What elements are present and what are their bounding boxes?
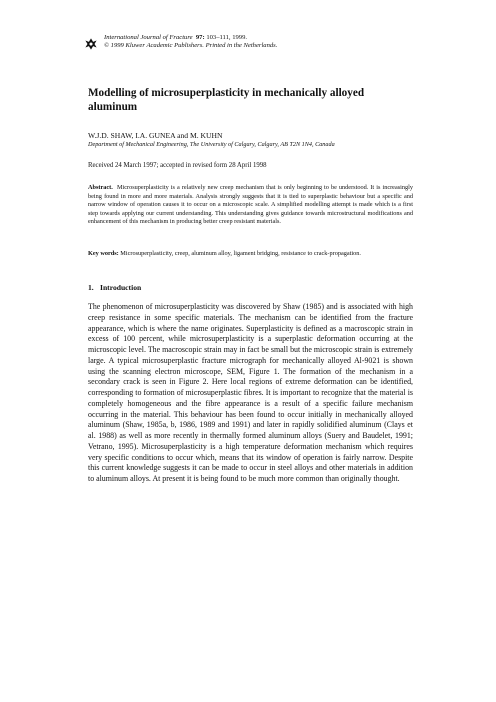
author-list: W.J.D. SHAW, I.A. GUNEA and M. KUHN	[88, 131, 223, 140]
abstract-label: Abstract.	[88, 184, 113, 191]
author-affiliation: Department of Mechanical Engineering, The University of Calgary, Calgary, AB T2N 1N4, Canada	[88, 141, 335, 148]
abstract-text: Microsuperplasticity is a relatively new creep mechanism that is only beginning to be understood. It is increasingly being found in more and more materials. Analysis strongly suggests that it is tied to superplastic behaviour but a specific and narrow window of operation causes it to occur on a microscopic scale. A simplified modelling attempt is made which is a first step towards applying our current understanding. This understanding gives guidance towards microstructural modifications and enhancement of this mechanism in producing better creep resistant materials.	[88, 184, 414, 225]
abstract	[88, 184, 413, 227]
journal-pages-year: 103–111, 1999.	[204, 34, 248, 41]
article-title: Modelling of microsuperplasticity in mechanically alloyed aluminum	[88, 87, 365, 113]
keywords-text: Microsuperplasticity, creep, aluminum alloy, ligament bridging, resistance to crack-propagation.	[120, 250, 361, 257]
section-heading-introduction	[88, 283, 141, 292]
introduction-paragraph: The phenomenon of microsuperplasticity was discovered by Shaw (1985) and is associated with high creep resistance in some specific materials. The mechanism can be identified from the fracture appearance, which is where the name originates. Superplasticity is defined as a macroscopic strain in excess of 100 percent, while microsuperplasticity is a superplastic deformation occurring at the microscopic level. The macroscopic strain may in fact be small but the microscopic strain is extremely large. A typical microsuperplastic fracture micrograph for mechanically alloyed Al-9021 is shown using the scanning electron microscope, SEM, Figure 1. The formation of the mechanism in a secondary crack is seen in Figure 2. Here local regions of extreme deformation can be identified, corresponding to formation of microsuperplastic fibres. It is important to recognize that the material is completely homogeneous and the fibre appearance is a result of a specific failure mechanism occurring in the material. This behaviour has been found to occur initially in mechanically alloyed aluminum (Shaw, 1985a, b, 1986, 1989 and 1991) and later in rapidly solidified aluminum (Clays et al. 1988) as well as more recently in thermally formed aluminum alloys (Suery and Baudelet, 1991; Vetrano, 1995). Microsuperplasticity is a high temperature deformation mechanism which requires very specific conditions to occur which, means that its window of operation is fairly narrow. Despite this current knowledge suggests it can be made to occur in steel alloys and other materials in addition to aluminum alloys. At present it is being found to be much more common than originally thought.	[88, 302, 413, 483]
journal-citation	[104, 34, 247, 41]
copyright-text: © 1999 Kluwer Academic Publishers.	[104, 42, 204, 49]
journal-name: International Journal of Fracture	[104, 34, 193, 41]
section-number: 1.	[88, 283, 94, 292]
received-dates: Received 24 March 1997; accepted in revised form 28 April 1998	[88, 162, 267, 169]
keywords-label: Key words:	[88, 250, 119, 257]
section-title-text: Introduction	[100, 283, 142, 292]
printed-text: Printed in the Netherlands.	[203, 42, 278, 49]
journal-volume: 97:	[195, 34, 205, 41]
copyright-line	[104, 42, 277, 49]
keywords	[88, 250, 413, 259]
kluwer-publisher-logo-icon	[84, 37, 98, 51]
